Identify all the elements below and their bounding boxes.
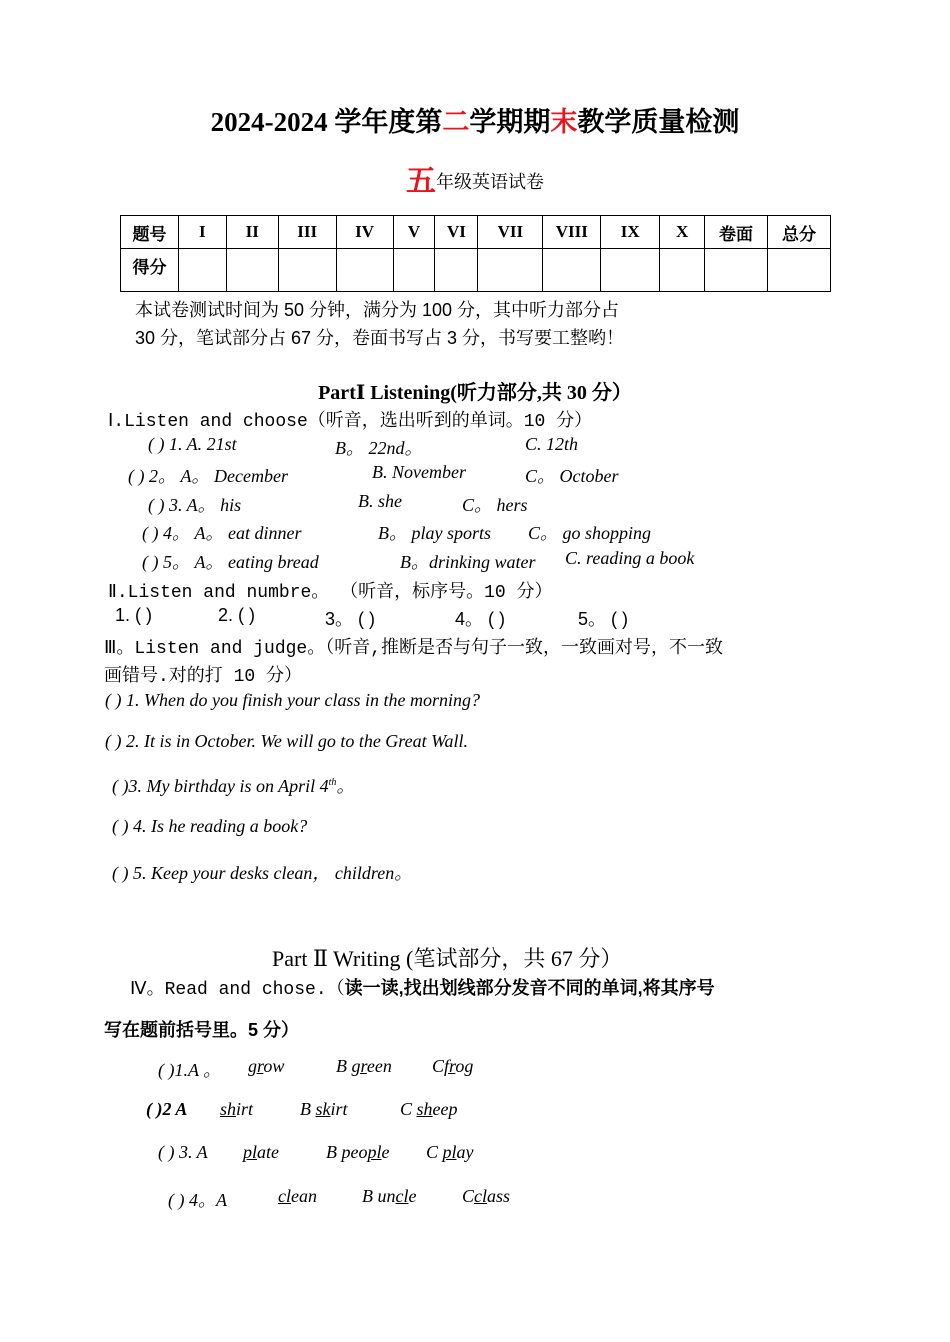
score-cell[interactable] bbox=[226, 249, 278, 292]
option-c: C. reading a book bbox=[565, 548, 695, 568]
list-item: ( ) 1. A. 21st bbox=[148, 434, 237, 454]
section4-heading-line-2: 写在题前括号里。5 分） bbox=[104, 1020, 300, 1040]
header-cell: X bbox=[660, 216, 705, 249]
notice-line-1: 本试卷测试时间为 50 分钟，满分为 100 分，其中听力部分占 bbox=[135, 300, 620, 320]
section4-heading-line-1: Ⅳ。Read and chose.（读一读,找出划线部分发音不同的单词,将其序号 bbox=[130, 978, 715, 1000]
option-a: shirt bbox=[220, 1099, 254, 1119]
list-item: ( ) 3. A。 his bbox=[148, 495, 242, 515]
list-item: ( )2 A bbox=[146, 1099, 188, 1119]
header-cell: IX bbox=[601, 216, 660, 249]
score-cell[interactable] bbox=[435, 249, 478, 292]
option-c: C sheep bbox=[400, 1099, 458, 1119]
list-item: ( ) 5。 A。 eating bread bbox=[142, 552, 319, 572]
notice-line-2: 30 分，笔试部分占 67 分，卷面书写占 3 分，书写要工整哟！ bbox=[135, 328, 625, 348]
header-cell: II bbox=[226, 216, 278, 249]
option-c: Cclass bbox=[462, 1186, 511, 1206]
exam-subtitle: 五年级英语试卷 bbox=[406, 165, 544, 198]
score-cell[interactable] bbox=[767, 249, 830, 292]
part1-heading: PartⅠ Listening(听力部分,共 30 分） bbox=[318, 382, 632, 404]
score-cell[interactable] bbox=[278, 249, 336, 292]
score-cell[interactable] bbox=[178, 249, 226, 292]
score-cell[interactable] bbox=[336, 249, 393, 292]
score-cell[interactable] bbox=[543, 249, 601, 292]
list-item: ( ) 4。A bbox=[168, 1190, 227, 1210]
option-b: B. she bbox=[358, 491, 402, 511]
grade-character: 五 bbox=[406, 165, 436, 198]
answer-blank[interactable]: 3。 ( ) bbox=[325, 609, 376, 629]
score-table-header-row bbox=[121, 216, 831, 249]
header-cell: 总分 bbox=[767, 216, 830, 249]
header-cell: VI bbox=[435, 216, 478, 249]
list-item: ( ) 2。 A。 December bbox=[128, 466, 288, 486]
score-table-score-row bbox=[121, 249, 831, 292]
option-c: C。 hers bbox=[462, 495, 528, 515]
score-table bbox=[120, 215, 831, 292]
section3-heading-line-2: 画错号.对的打 10 分） bbox=[104, 667, 303, 687]
header-cell: III bbox=[278, 216, 336, 249]
option-c: C。 go shopping bbox=[528, 523, 652, 543]
exam-title: 2024-2024 学年度第二学期期末教学质量检测 bbox=[210, 107, 740, 137]
score-cell[interactable] bbox=[660, 249, 705, 292]
section3-heading-line-1: Ⅲ。Listen and judge。（听音,推断是否与句子一致，一致画对号，不一致 bbox=[104, 639, 724, 659]
answer-blank[interactable]: 5。 ( ) bbox=[578, 609, 629, 629]
option-b: B。drinking water bbox=[400, 552, 536, 572]
option-c: C. 12th bbox=[525, 434, 579, 454]
option-b: B。 22nd。 bbox=[335, 438, 423, 458]
list-item: ( ) 3. A bbox=[158, 1142, 208, 1162]
header-cell: 卷面 bbox=[705, 216, 768, 249]
part2-heading: Part Ⅱ Writing (笔试部分，共 67 分） bbox=[272, 946, 623, 971]
score-row-label: 得分 bbox=[121, 249, 179, 292]
header-cell: VII bbox=[478, 216, 543, 249]
header-cell: V bbox=[393, 216, 435, 249]
header-cell: I bbox=[178, 216, 226, 249]
option-b: B。 play sports bbox=[378, 523, 492, 543]
list-item: ( ) 4。 A。 eat dinner bbox=[142, 523, 302, 543]
answer-blank[interactable]: 2. ( ) bbox=[218, 605, 256, 625]
list-item: ( )1.A 。 bbox=[158, 1060, 222, 1080]
header-cell: VIII bbox=[543, 216, 601, 249]
score-cell[interactable] bbox=[601, 249, 660, 292]
option-a: grow bbox=[248, 1056, 285, 1076]
header-cell: 题号 bbox=[121, 216, 179, 249]
answer-blank[interactable]: 1. ( ) bbox=[115, 605, 153, 625]
option-a: plate bbox=[243, 1142, 280, 1162]
list-item: ( ) 5. Keep your desks clean， children。 bbox=[112, 863, 413, 883]
option-a: clean bbox=[278, 1186, 317, 1206]
header-cell: IV bbox=[336, 216, 393, 249]
option-b: B skirt bbox=[300, 1099, 348, 1119]
list-item: ( )3. My birthday is on April 4th。 bbox=[112, 776, 355, 796]
list-item: ( ) 2. It is in October. We will go to the Great Wall. bbox=[105, 731, 468, 751]
option-c: C。 October bbox=[525, 466, 619, 486]
score-cell[interactable] bbox=[478, 249, 543, 292]
list-item: ( ) 1. When do you finish your class in the morning? bbox=[105, 690, 480, 710]
answer-blank[interactable]: 4。 ( ) bbox=[455, 609, 506, 629]
option-c: Cfrog bbox=[432, 1056, 474, 1076]
option-b: B. November bbox=[372, 462, 466, 482]
option-b: B uncle bbox=[362, 1186, 417, 1206]
score-cell[interactable] bbox=[705, 249, 768, 292]
option-c: C play bbox=[426, 1142, 474, 1162]
section1-heading: Ⅰ.Listen and choose（听音，选出听到的单词。10 分） bbox=[108, 412, 593, 432]
score-cell[interactable] bbox=[393, 249, 435, 292]
section2-heading: Ⅱ.Listen and numbre。 （听音，标序号。10 分） bbox=[108, 583, 553, 603]
option-b: B people bbox=[326, 1142, 390, 1162]
list-item: ( ) 4. Is he reading a book? bbox=[112, 816, 308, 836]
option-b: B green bbox=[336, 1056, 392, 1076]
